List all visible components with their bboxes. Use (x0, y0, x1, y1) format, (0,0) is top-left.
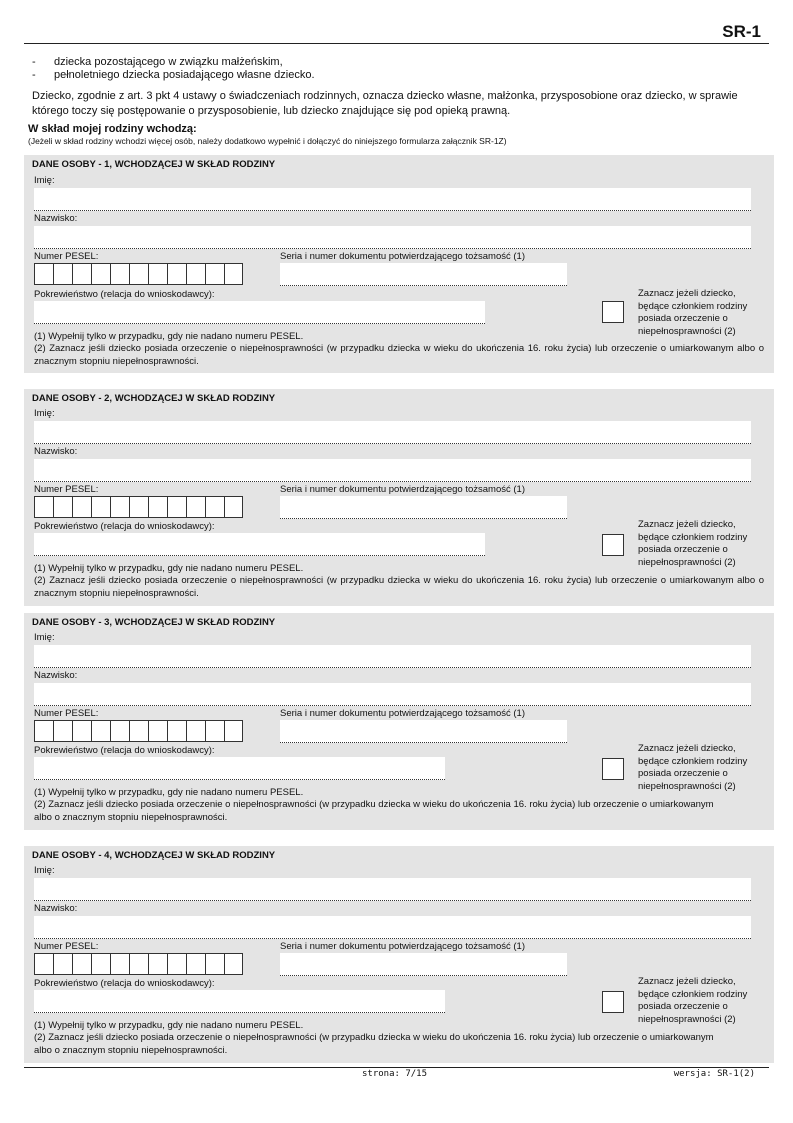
pesel-field[interactable] (34, 263, 243, 285)
first-name-field[interactable] (34, 188, 751, 211)
disability-checkbox[interactable] (602, 534, 624, 556)
pesel-digit-box[interactable] (148, 496, 167, 518)
intro-bullet-text: pełnoletniego dziecka posiadającego własne dziecko. (54, 69, 315, 81)
id-document-label: Seria i numer dokumentu potwierdzającego tożsamość (1) (280, 251, 526, 262)
first-name-label: Imię: (34, 408, 55, 419)
first-name-label: Imię: (34, 865, 55, 876)
person-section-1 (24, 155, 774, 373)
pesel-digit-box[interactable] (148, 953, 167, 975)
footnote-2: (2) Zaznacz jeśli dziecko posiada orzeczenie o niepełnosprawności (w przypadku dziecka w wieku do ukończenia 16. roku życia) lub orzeczenie o umiarkowanym albo o znacznym stopniu niepełnosprawności. (34, 575, 764, 599)
relationship-field[interactable] (34, 757, 445, 780)
last-name-field[interactable] (34, 916, 751, 939)
disability-checkbox-label: Zaznacz jeżeli dziecko, będące członkiem rodziny posiada orzeczenie o niepełnosprawności (2) (638, 743, 748, 792)
pesel-digit-box[interactable] (72, 263, 91, 285)
pesel-digit-box[interactable] (224, 263, 243, 285)
pesel-digit-box[interactable] (110, 263, 129, 285)
last-name-label: Nazwisko: (34, 446, 78, 457)
pesel-label: Numer PESEL: (34, 941, 99, 952)
pesel-digit-box[interactable] (53, 720, 72, 742)
pesel-digit-box[interactable] (91, 720, 110, 742)
last-name-field[interactable] (34, 459, 751, 482)
section-title: DANE OSOBY - 3, WCHODZĄCEJ W SKŁAD RODZINY (32, 617, 276, 628)
family-subheading: (Jeżeli w skład rodziny wchodzi więcej osób, należy dodatkowo wypełnić i dołączyć do niniejszego formularza załącznik SR-1Z) (28, 136, 507, 146)
pesel-digit-box[interactable] (129, 263, 148, 285)
pesel-digit-box[interactable] (53, 263, 72, 285)
footnote-2: (2) Zaznacz jeśli dziecko posiada orzeczenie o niepełnosprawności (w przypadku dziecka w wieku do ukończenia 16. roku życia) lub orzeczenie o umiarkowanym albo o znacznym stopniu niepełnosprawności. (34, 1032, 714, 1056)
person-section-2 (24, 389, 774, 606)
pesel-digit-box[interactable] (72, 953, 91, 975)
form-version: wersja: SR-1(2) (673, 1069, 755, 1079)
pesel-digit-box[interactable] (205, 263, 224, 285)
disability-checkbox-label: Zaznacz jeżeli dziecko, będące członkiem rodziny posiada orzeczenie o niepełnosprawności (2) (638, 288, 748, 337)
page-number: strona: 7/15 (362, 1069, 428, 1079)
relationship-label: Pokrewieństwo (relacja do wnioskodawcy): (34, 521, 215, 532)
footnote-2: (2) Zaznacz jeśli dziecko posiada orzeczenie o niepełnosprawności (w przypadku dziecka w wieku do ukończenia 16. roku życia) lub orzeczenie o umiarkowanym albo o znacznym stopniu niepełnosprawności. (34, 343, 764, 367)
pesel-label: Numer PESEL: (34, 708, 99, 719)
first-name-field[interactable] (34, 878, 751, 901)
pesel-digit-box[interactable] (186, 953, 205, 975)
pesel-digit-box[interactable] (91, 953, 110, 975)
id-document-field[interactable] (280, 496, 567, 519)
family-heading: W skład mojej rodziny wchodzą: (28, 123, 197, 135)
footer-divider (24, 1067, 769, 1068)
pesel-field[interactable] (34, 953, 243, 975)
pesel-label: Numer PESEL: (34, 484, 99, 495)
footnote-1: (1) Wypełnij tylko w przypadku, gdy nie nadano numeru PESEL. (34, 1020, 304, 1031)
pesel-digit-box[interactable] (110, 953, 129, 975)
last-name-label: Nazwisko: (34, 670, 78, 681)
pesel-digit-box[interactable] (129, 496, 148, 518)
pesel-digit-box[interactable] (72, 720, 91, 742)
pesel-digit-box[interactable] (205, 496, 224, 518)
footnote-1: (1) Wypełnij tylko w przypadku, gdy nie nadano numeru PESEL. (34, 787, 304, 798)
pesel-digit-box[interactable] (34, 953, 53, 975)
pesel-digit-box[interactable] (72, 496, 91, 518)
pesel-digit-box[interactable] (205, 720, 224, 742)
pesel-digit-box[interactable] (224, 496, 243, 518)
id-document-label: Seria i numer dokumentu potwierdzającego tożsamość (1) (280, 941, 526, 952)
pesel-digit-box[interactable] (129, 720, 148, 742)
relationship-label: Pokrewieństwo (relacja do wnioskodawcy): (34, 745, 215, 756)
pesel-digit-box[interactable] (53, 953, 72, 975)
pesel-field[interactable] (34, 720, 243, 742)
pesel-label: Numer PESEL: (34, 251, 99, 262)
pesel-digit-box[interactable] (205, 953, 224, 975)
id-document-label: Seria i numer dokumentu potwierdzającego tożsamość (1) (280, 708, 526, 719)
pesel-field[interactable] (34, 496, 243, 518)
relationship-field[interactable] (34, 533, 485, 556)
disability-checkbox[interactable] (602, 758, 624, 780)
id-document-field[interactable] (280, 263, 567, 286)
pesel-digit-box[interactable] (34, 263, 53, 285)
pesel-digit-box[interactable] (34, 496, 53, 518)
pesel-digit-box[interactable] (167, 953, 186, 975)
form-code: SR-1 (722, 22, 761, 41)
section-title: DANE OSOBY - 4, WCHODZĄCEJ W SKŁAD RODZINY (32, 850, 276, 861)
pesel-digit-box[interactable] (186, 263, 205, 285)
intro-bullet-2: - pełnoletniego dziecka posiadającego własne dziecko. (32, 69, 315, 81)
pesel-digit-box[interactable] (167, 263, 186, 285)
pesel-digit-box[interactable] (34, 720, 53, 742)
last-name-label: Nazwisko: (34, 903, 78, 914)
relationship-field[interactable] (34, 990, 445, 1013)
pesel-digit-box[interactable] (167, 720, 186, 742)
pesel-digit-box[interactable] (91, 263, 110, 285)
pesel-digit-box[interactable] (110, 496, 129, 518)
disability-checkbox-label: Zaznacz jeżeli dziecko, będące członkiem rodziny posiada orzeczenie o niepełnosprawności (2) (638, 976, 748, 1025)
pesel-digit-box[interactable] (53, 496, 72, 518)
id-document-field[interactable] (280, 720, 567, 743)
pesel-digit-box[interactable] (110, 720, 129, 742)
pesel-digit-box[interactable] (148, 720, 167, 742)
id-document-label: Seria i numer dokumentu potwierdzającego tożsamość (1) (280, 484, 526, 495)
relationship-label: Pokrewieństwo (relacja do wnioskodawcy): (34, 978, 215, 989)
intro-bullet-text: dziecka pozostającego w związku małżeńskim, (54, 56, 283, 68)
top-divider (24, 43, 769, 44)
pesel-digit-box[interactable] (129, 953, 148, 975)
pesel-digit-box[interactable] (148, 263, 167, 285)
first-name-label: Imię: (34, 175, 55, 186)
section-title: DANE OSOBY - 2, WCHODZĄCEJ W SKŁAD RODZINY (32, 393, 276, 404)
intro-bullet-1: - dziecka pozostającego w związku małżeńskim, (32, 56, 283, 68)
intro-paragraph: Dziecko, zgodnie z art. 3 pkt 4 ustawy o świadczeniach rodzinnych, oznacza dziecko własne, małżonka, przysposobione oraz dziecko, w sprawie którego toczy się postępowanie o przysposobienie, lub dziecko znajdujące się pod opieką prawną. (32, 90, 738, 117)
disability-checkbox-label: Zaznacz jeżeli dziecko, będące członkiem rodziny posiada orzeczenie o niepełnosprawności (2) (638, 519, 748, 568)
id-document-field[interactable] (280, 953, 567, 976)
last-name-field[interactable] (34, 226, 751, 249)
person-section-4 (24, 846, 774, 1063)
pesel-digit-box[interactable] (224, 953, 243, 975)
pesel-digit-box[interactable] (224, 720, 243, 742)
section-title: DANE OSOBY - 1, WCHODZĄCEJ W SKŁAD RODZINY (32, 159, 276, 170)
footnote-1: (1) Wypełnij tylko w przypadku, gdy nie nadano numeru PESEL. (34, 563, 304, 574)
pesel-digit-box[interactable] (186, 720, 205, 742)
relationship-label: Pokrewieństwo (relacja do wnioskodawcy): (34, 289, 215, 300)
last-name-label: Nazwisko: (34, 213, 78, 224)
pesel-digit-box[interactable] (167, 496, 186, 518)
footnote-2: (2) Zaznacz jeśli dziecko posiada orzeczenie o niepełnosprawności (w przypadku dziecka w wieku do ukończenia 16. roku życia) lub orzeczenie o umiarkowanym albo o znacznym stopniu niepełnosprawności. (34, 799, 714, 823)
disability-checkbox[interactable] (602, 301, 624, 323)
pesel-digit-box[interactable] (186, 496, 205, 518)
first-name-field[interactable] (34, 421, 751, 444)
person-section-3 (24, 613, 774, 830)
disability-checkbox[interactable] (602, 991, 624, 1013)
last-name-field[interactable] (34, 683, 751, 706)
footnote-1: (1) Wypełnij tylko w przypadku, gdy nie nadano numeru PESEL. (34, 331, 304, 342)
pesel-digit-box[interactable] (91, 496, 110, 518)
relationship-field[interactable] (34, 301, 485, 324)
first-name-field[interactable] (34, 645, 751, 668)
first-name-label: Imię: (34, 632, 55, 643)
